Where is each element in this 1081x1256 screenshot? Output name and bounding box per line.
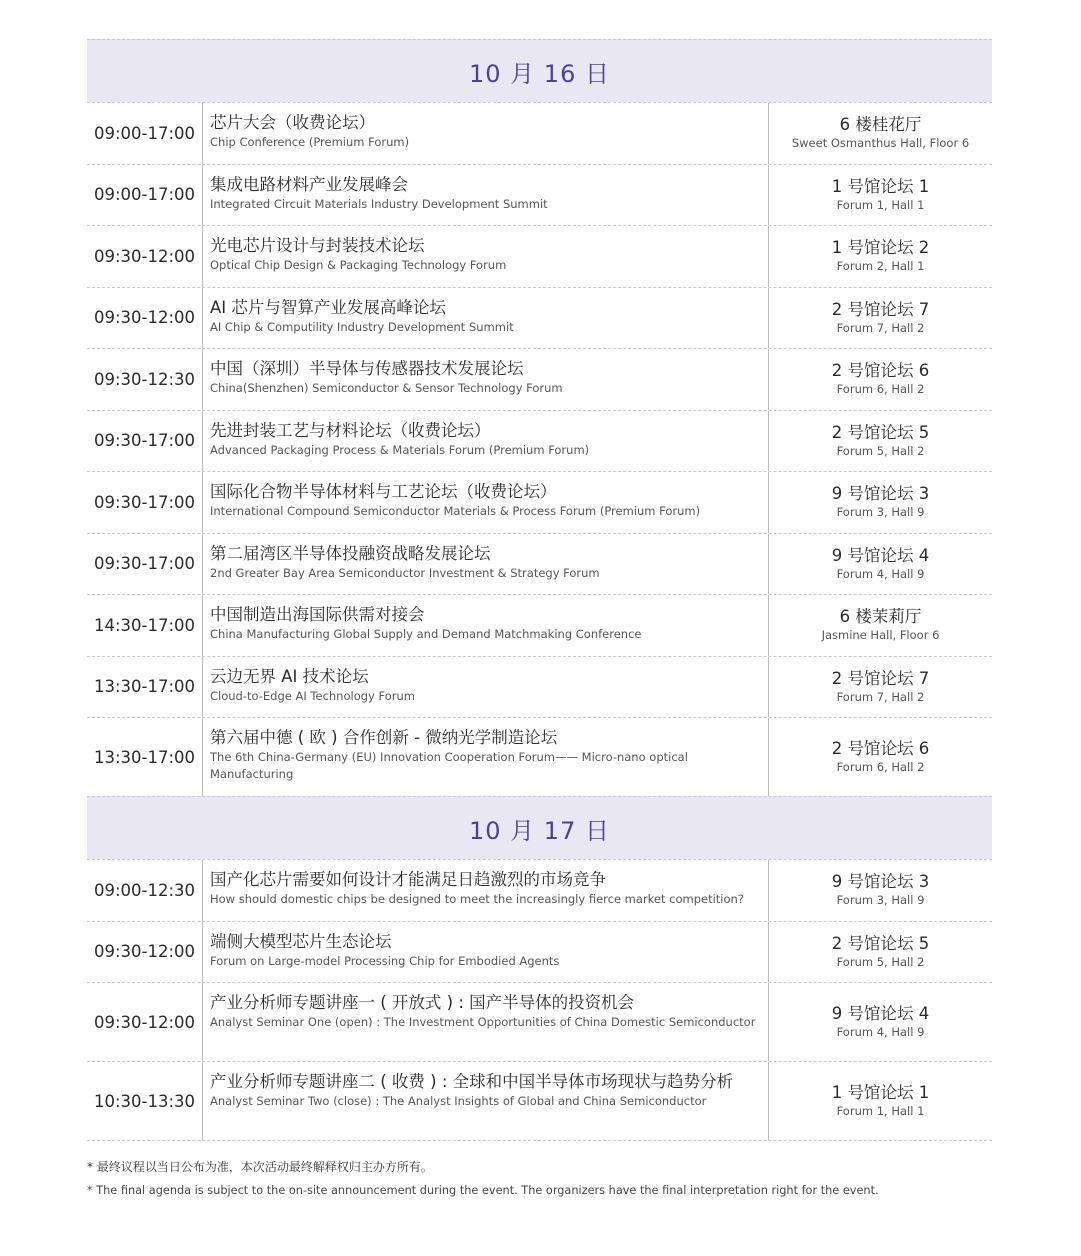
venue-zh: 2 号馆论坛 5	[831, 422, 930, 442]
session-venue	[769, 534, 992, 595]
session-row	[87, 594, 992, 656]
venue-zh: 2 号馆论坛 5	[831, 933, 930, 953]
venue-zh: 9 号馆论坛 3	[831, 872, 930, 892]
venue-zh: 6 楼茉莉厅	[839, 607, 922, 627]
venue-en: Forum 4, Hall 9	[836, 566, 925, 581]
session-row	[87, 982, 992, 1061]
session-title	[203, 595, 769, 656]
venue-zh: 2 号馆论坛 6	[831, 361, 930, 381]
venue-en: Forum 4, Hall 9	[836, 1025, 925, 1039]
session-time: 09:30-12:00	[87, 983, 203, 1061]
session-venue	[769, 411, 992, 472]
session-row	[87, 921, 992, 983]
session-venue	[769, 103, 992, 164]
session-title-zh: 产业分析师专题讲座二 ( 收费 ) : 全球和中国半导体市场现状与趋势分析	[210, 1072, 734, 1091]
session-time: 09:00-17:00	[87, 165, 203, 226]
venue-zh: 1 号馆论坛 1	[831, 1083, 930, 1102]
session-title	[203, 226, 769, 287]
session-title-zh: 中国制造出海国际供需对接会	[210, 605, 425, 624]
session-time: 09:30-12:00	[87, 226, 203, 287]
session-title-zh: 第二届湾区半导体投融资战略发展论坛	[210, 543, 491, 563]
session-title-en: International Compound Semiconductor Materials & Process Forum (Premium Forum)	[210, 504, 701, 518]
session-row	[87, 717, 992, 796]
session-venue	[769, 860, 992, 921]
session-time: 13:30-17:00	[87, 718, 203, 796]
venue-zh: 9 号馆论坛 4	[831, 545, 930, 565]
session-title-zh: 集成电路材料产业发展峰会	[210, 174, 408, 194]
footnote-zh: * 最终议程以当日公布为准，本次活动最终解释权归主办方所有。	[87, 1160, 433, 1174]
session-title-zh: 云边无界 AI 技术论坛	[210, 666, 369, 686]
venue-zh: 9 号馆论坛 4	[831, 1004, 930, 1023]
session-title	[203, 103, 769, 164]
venue-en: Forum 1, Hall 1	[836, 1104, 925, 1118]
session-venue	[769, 983, 992, 1061]
session-venue	[769, 922, 992, 983]
session-time: 09:30-12:30	[87, 349, 203, 410]
session-venue	[769, 288, 992, 349]
session-row	[87, 471, 992, 533]
venue-en: Forum 3, Hall 9	[836, 505, 925, 520]
session-title	[203, 1062, 769, 1140]
session-title-en: Analyst Seminar Two (close) : The Analyst Insights of Global and China Semiconductor	[210, 1094, 707, 1108]
session-title-en: 2nd Greater Bay Area Semiconductor Investment & Strategy Forum	[210, 565, 600, 580]
session-venue	[769, 226, 992, 287]
session-title-en: Forum on Large-model Processing Chip for Embodied Agents	[210, 953, 560, 968]
session-title-zh: 端侧大模型芯片生态论坛	[210, 931, 392, 951]
agenda-table	[87, 39, 992, 1141]
day-date: 10 月 17 日	[469, 816, 610, 845]
venue-zh: 9 号馆论坛 3	[831, 484, 930, 504]
day-header	[87, 39, 992, 102]
session-title-zh: 国际化合物半导体材料与工艺论坛（收费论坛）	[210, 482, 557, 501]
venue-en: Jasmine Hall, Floor 6	[821, 628, 940, 643]
session-time: 09:00-12:30	[87, 860, 203, 921]
venue-en: Forum 6, Hall 2	[836, 760, 925, 774]
session-title-en: China Manufacturing Global Supply and Demand Matchmaking Conference	[210, 627, 642, 641]
session-time: 14:30-17:00	[87, 595, 203, 656]
session-title	[203, 411, 769, 472]
session-time: 09:30-17:00	[87, 534, 203, 595]
session-title-en: Cloud-to-Edge AI Technology Forum	[210, 688, 415, 703]
session-title	[203, 349, 769, 410]
session-title-en: Chip Conference (Premium Forum)	[210, 135, 410, 149]
session-row	[87, 287, 992, 349]
session-title-zh: 芯片大会（收费论坛）	[210, 113, 375, 132]
session-row	[87, 533, 992, 595]
venue-zh: 1 号馆论坛 2	[831, 238, 930, 258]
session-row	[87, 410, 992, 472]
venue-en: Forum 6, Hall 2	[836, 382, 925, 397]
session-venue	[769, 165, 992, 226]
venue-en: Forum 7, Hall 2	[836, 689, 925, 704]
venue-en: Sweet Osmanthus Hall, Floor 6	[791, 136, 970, 151]
venue-zh: 1 号馆论坛 1	[831, 176, 930, 196]
day-date: 10 月 16 日	[469, 59, 610, 88]
venue-zh: 2 号馆论坛 7	[831, 668, 930, 688]
session-title-en: AI Chip & Computility Industry Development Summit	[210, 319, 514, 334]
session-row	[87, 348, 992, 410]
session-row	[87, 656, 992, 718]
session-venue	[769, 595, 992, 656]
session-title-zh: 产业分析师专题讲座一 ( 开放式 ) : 国产半导体的投资机会	[210, 993, 635, 1012]
session-time: 09:30-12:00	[87, 922, 203, 983]
session-venue	[769, 349, 992, 410]
footnotes	[87, 1158, 992, 1197]
session-time: 09:30-17:00	[87, 472, 203, 533]
session-title-zh: 中国（深圳）半导体与传感器技术发展论坛	[210, 359, 524, 378]
venue-en: Forum 7, Hall 2	[836, 320, 925, 335]
session-time: 10:30-13:30	[87, 1062, 203, 1140]
session-time: 09:30-17:00	[87, 411, 203, 472]
session-row	[87, 102, 992, 164]
session-venue	[769, 472, 992, 533]
session-title-en: Analyst Seminar One (open) : The Investment Opportunities of China Domestic Semiconductor	[210, 1015, 756, 1029]
session-title-en: Advanced Packaging Process & Materials Forum (Premium Forum)	[210, 442, 590, 457]
session-row	[87, 859, 992, 921]
session-title	[203, 860, 769, 921]
session-row	[87, 1061, 992, 1140]
session-venue	[769, 1062, 992, 1140]
session-title-en: Optical Chip Design & Packaging Technology Forum	[210, 258, 507, 272]
session-title-en: The 6th China-Germany (EU) Innovation Cooperation Forum—— Micro-nano optical Manufacturing	[210, 750, 688, 781]
venue-zh: 6 楼桂花厅	[839, 115, 922, 135]
venue-en: Forum 5, Hall 2	[836, 443, 925, 458]
footnote-en: * The final agenda is subject to the on-site announcement during the event. The organizers have the final interpretation right for the event.	[87, 1184, 879, 1197]
session-title	[203, 718, 769, 796]
venue-en: Forum 5, Hall 2	[836, 954, 925, 969]
session-title	[203, 472, 769, 533]
table-bottom-border	[87, 1140, 992, 1141]
session-row	[87, 225, 992, 287]
session-venue	[769, 657, 992, 718]
session-time: 09:30-12:00	[87, 288, 203, 349]
venue-zh: 2 号馆论坛 6	[831, 739, 930, 758]
session-time: 13:30-17:00	[87, 657, 203, 718]
session-title	[203, 922, 769, 983]
session-title-zh: AI 芯片与智算产业发展高峰论坛	[210, 297, 446, 317]
session-venue	[769, 718, 992, 796]
session-title-zh: 国产化芯片需要如何设计才能满足日趋激烈的市场竞争	[210, 870, 606, 889]
session-title	[203, 288, 769, 349]
day-header	[87, 796, 992, 859]
session-title	[203, 983, 769, 1061]
session-title	[203, 165, 769, 226]
session-title-zh: 光电芯片设计与封装技术论坛	[210, 236, 425, 255]
venue-en: Forum 1, Hall 1	[836, 197, 925, 212]
session-title-zh: 第六届中德 ( 欧 ) 合作创新 - 微纳光学制造论坛	[210, 728, 558, 747]
session-time: 09:00-17:00	[87, 103, 203, 164]
session-title-en: How should domestic chips be designed to meet the increasingly fierce market competition?	[210, 892, 744, 906]
session-title	[203, 534, 769, 595]
venue-en: Forum 3, Hall 9	[836, 893, 925, 908]
session-title	[203, 657, 769, 718]
session-title-en: China(Shenzhen) Semiconductor & Sensor Technology Forum	[210, 381, 563, 395]
venue-en: Forum 2, Hall 1	[836, 259, 925, 274]
venue-zh: 2 号馆论坛 7	[831, 299, 930, 319]
session-title-zh: 先进封装工艺与材料论坛（收费论坛）	[210, 420, 491, 440]
session-title-en: Integrated Circuit Materials Industry Development Summit	[210, 196, 548, 211]
session-row	[87, 164, 992, 226]
